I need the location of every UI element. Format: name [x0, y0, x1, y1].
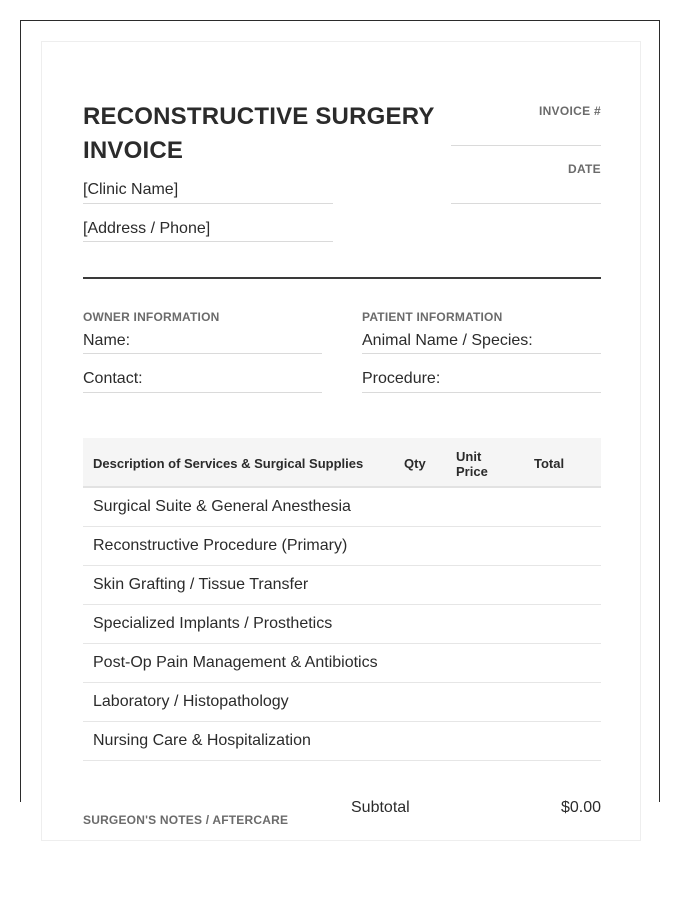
unit-price-line1: Unit	[456, 449, 482, 464]
unit-price-line2: Price	[456, 464, 488, 479]
invoice-number-field[interactable]	[451, 145, 601, 146]
owner-contact-field[interactable]: Contact:	[83, 370, 322, 393]
owner-name-field[interactable]: Name:	[83, 332, 322, 354]
table-row[interactable]: Surgical Suite & General Anesthesia	[83, 488, 601, 527]
header-divider	[83, 277, 601, 279]
column-header-description: Description of Services & Surgical Supplies	[93, 456, 364, 471]
table-row[interactable]: Reconstructive Procedure (Primary)	[83, 527, 601, 566]
table-row[interactable]: Nursing Care & Hospitalization	[83, 722, 601, 761]
date-label: DATE	[568, 162, 601, 176]
patient-information-heading: PATIENT INFORMATION	[362, 310, 503, 324]
table-header-row	[83, 438, 601, 488]
invoice-title: RECONSTRUCTIVE SURGERY INVOICE	[83, 103, 435, 164]
column-header-qty: Qty	[404, 456, 426, 471]
column-header-total: Total	[534, 456, 565, 471]
owner-information-heading: OWNER INFORMATION	[83, 310, 220, 324]
date-field[interactable]	[451, 203, 601, 204]
procedure-field[interactable]: Procedure:	[362, 370, 601, 393]
document-frame	[20, 20, 660, 827]
table-row[interactable]: Post-Op Pain Management & Antibiotics	[83, 644, 601, 683]
subtotal-label: Subtotal	[351, 799, 410, 816]
invoice-number-label: INVOICE #	[538, 104, 601, 118]
table-body	[83, 488, 601, 761]
address-phone-field[interactable]: [Address / Phone]	[83, 220, 333, 242]
table-row[interactable]: Specialized Implants / Prosthetics	[83, 605, 601, 644]
subtotal-value: $0.00	[560, 799, 601, 816]
animal-name-species-field[interactable]: Animal Name / Species:	[362, 332, 601, 354]
surgeons-notes-heading: SURGEON'S NOTES / AFTERCARE	[83, 813, 289, 827]
column-header-unit-price	[456, 449, 488, 479]
table-row[interactable]: Laboratory / Histopathology	[83, 683, 601, 722]
clinic-name-field[interactable]: [Clinic Name]	[83, 181, 333, 204]
invoice-sheet	[41, 41, 641, 841]
table-row[interactable]: Skin Grafting / Tissue Transfer	[83, 566, 601, 605]
